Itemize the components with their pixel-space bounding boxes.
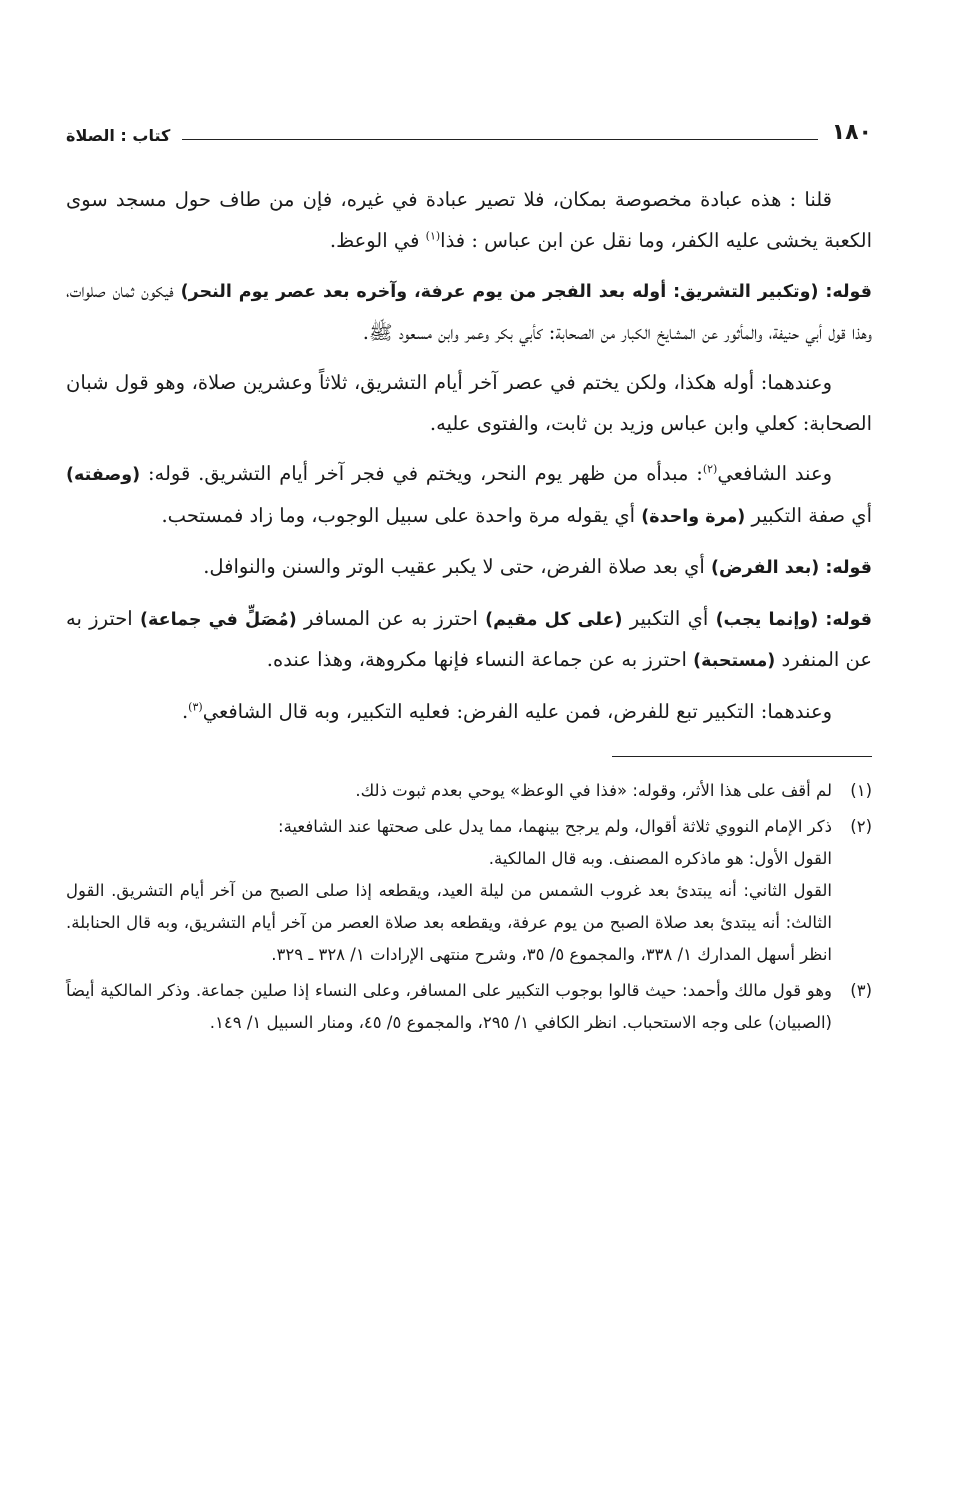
bold-term: (مرة واحدة) bbox=[641, 506, 746, 527]
footnote-text: وهو قول مالك وأحمد: حيث قالوا بوجوب التكبير على المسافر، وعلى النساء إذا صلين جماعة. وذكر المالكية أيضاً (الصبيان) على وجه الاستحباب. انظر الكافي ١/ ٢٩٥، والمجموع ٥/ ٤٥، ومنار السبيل ١/ ١٤٩. bbox=[66, 981, 832, 1032]
paragraph-text: احترز به عن المنفرد bbox=[66, 606, 872, 671]
bold-term: (مُصَلٍّ في جماعة) bbox=[140, 609, 297, 630]
paragraph-3: وعندهما: أوله هكذا، ولكن يختم في عصر آخر أيام التشريق، ثلاثاً وعشرين صلاة، وهو قول شبان الصحابة: كعلي وابن عباس وزيد بن ثابت، والفتوى عليه. bbox=[66, 371, 872, 435]
footnote-text: القول الأول: هو ماذكره المصنف. وبه قال المالكية. bbox=[488, 849, 832, 868]
book-page bbox=[66, 110, 872, 1043]
page-number: ١٨٠ bbox=[831, 120, 872, 145]
paragraph-text: احترز به عن جماعة النساء فإنها مكروهة، وهذا عنده. bbox=[266, 648, 694, 671]
paragraph-5 bbox=[66, 547, 872, 589]
quote-lead: قوله: (وإنما يجب) bbox=[715, 609, 873, 630]
paragraph-text: فيكون ثمان صلوات، وهذا قول أبي حنيفة، والمأثور عن المشايخ الكبار من الصحابة: كأبي بكر وعمر وابن مسعود ﷺ. bbox=[66, 279, 872, 344]
footnote-text: لم أقف على هذا الأثر، وقوله: «فذا في الوعظ» يوحي بعدم ثبوت ذلك. bbox=[355, 781, 832, 800]
paragraph-text: في الوعظ. bbox=[329, 228, 426, 252]
footnote-3 bbox=[66, 975, 872, 1039]
footnote-1 bbox=[66, 775, 872, 807]
paragraph-text: أي بعد صلاة الفرض، حتى لا يكبر عقيب الوتر والسنن والنوافل. bbox=[203, 555, 712, 578]
bold-term: (مستحبة) bbox=[693, 651, 776, 671]
paragraph-text: احترز به عن المسافر bbox=[296, 606, 486, 630]
footnote-2 bbox=[66, 811, 872, 971]
header-rule bbox=[182, 139, 817, 140]
page-header bbox=[66, 110, 872, 144]
paragraph-text: وعندهما: التكبير تبع للفرض، فمن عليه الفرض: فعليه التكبير، وبه قال الشافعي bbox=[202, 699, 832, 723]
paragraph-text: قلنا : هذه عبادة مخصوصة بمكان، فلا تصير عبادة في غيره، فإن من طاف حول مسجد سوى الكعبة يخشى عليه الكفر، وما نقل عن ابن عباس : فذا bbox=[66, 188, 872, 252]
paragraph-text: أي صفة التكبير bbox=[745, 503, 872, 527]
quote-lead: قوله: (وتكبير التشريق: أوله بعد الفجر من يوم عرفة، وآخره بعد عصر يوم النحر) bbox=[180, 282, 872, 302]
main-text bbox=[66, 180, 872, 732]
paragraph-text: أي يقوله مرة واحدة على سبيل الوجوب، وما زاد فمستحب. bbox=[161, 503, 642, 527]
paragraph-1 bbox=[66, 180, 872, 261]
footnote-separator bbox=[612, 756, 872, 757]
bold-term: (على كل مقيم) bbox=[485, 609, 623, 630]
chapter-title: كتاب : الصلاة bbox=[66, 126, 171, 145]
footnote-number: (٣) bbox=[850, 981, 872, 1000]
paragraph-4 bbox=[66, 454, 872, 537]
footnote-number: (٢) bbox=[850, 817, 872, 836]
paragraph-2 bbox=[66, 271, 872, 353]
paragraph-6 bbox=[66, 599, 872, 682]
footnote-ref-1[interactable]: (١) bbox=[425, 229, 441, 242]
quote-lead: قوله: (بعد الفرض) bbox=[711, 558, 872, 578]
footnote-text: القول الثاني: أنه يبتدئ بعد غروب الشمس من ليلة العيد، ويقطعه إذا صلى الصبح من آخر أيام التشريق. القول الثالث: أنه يبتدئ بعد صلاة الصبح من يوم عرفة، ويقطعه بعد صلاة العصر من آخر أيام التشريق، وبه قال الحنابلة. انظر أسهل المدارك ١/ ٣٣٨، والمجموع ٥/ ٣٥، وشرح منتهى الإرادات ١/ ٣٢٨ ـ ٣٢٩. bbox=[66, 881, 832, 964]
paragraph-text: أي التكبير bbox=[622, 606, 716, 630]
footnote-number: (١) bbox=[850, 781, 872, 800]
paragraph-text: : مبدأه من ظهر يوم النحر، ويختم في فجر آخر أيام التشريق. قوله: bbox=[140, 462, 703, 485]
footnote-text: ذكر الإمام النووي ثلاثة أقوال، ولم يرجح بينهما، مما يدل على صحتها عند الشافعية: bbox=[278, 817, 832, 836]
paragraph-7 bbox=[66, 692, 872, 733]
paragraph-text: . bbox=[181, 699, 189, 723]
paragraph-text: وعند الشافعي bbox=[717, 462, 832, 485]
bold-term: (وصفته) bbox=[66, 465, 141, 485]
footnote-ref-2[interactable]: (٢) bbox=[702, 462, 718, 476]
footnotes bbox=[66, 775, 872, 1039]
footnote-ref-3[interactable]: (٣) bbox=[188, 700, 203, 713]
